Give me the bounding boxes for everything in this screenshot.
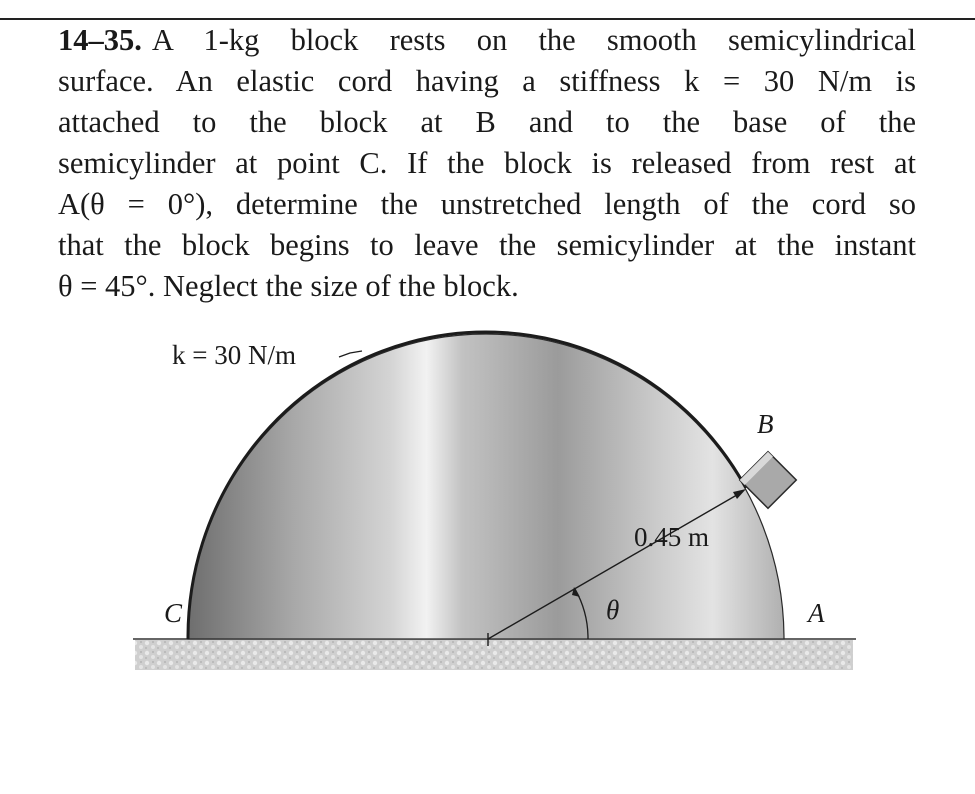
point-b-label: B: [757, 409, 774, 439]
theta-label: θ: [606, 595, 620, 625]
problem-line-5: A(θ = 0°), determine the unstretched length of the cord so: [58, 187, 916, 221]
problem-line-6: that the block begins to leave the semicylinder at the instant: [58, 228, 916, 262]
radius-label: 0.45 m: [634, 522, 710, 552]
problem-line-2: surface. An elastic cord having a stiffness k = 30 N/m is: [58, 64, 916, 98]
problem-line-1: 14–35. A 1-kg block rests on the smooth semicylindrical: [58, 23, 916, 57]
problem-line-4: semicylinder at point C. If the block is released from rest at: [58, 146, 916, 180]
figure-svg: [0, 300, 975, 720]
point-a-label: A: [808, 598, 825, 628]
problem-line-3: attached to the block at B and to the base of the: [58, 105, 916, 139]
stiffness-label: k = 30 N/m: [172, 340, 296, 370]
problem-statement: [58, 20, 916, 307]
point-c-label: C: [164, 598, 183, 628]
semicylinder-figure: [0, 300, 975, 720]
k-leader-line: [339, 351, 362, 357]
problem-number: 14–35.: [58, 23, 142, 57]
semicylinder: [188, 334, 784, 639]
ground-gravel: [135, 640, 853, 670]
problem-line-7: θ = 45°. Neglect the size of the block.: [58, 269, 519, 303]
